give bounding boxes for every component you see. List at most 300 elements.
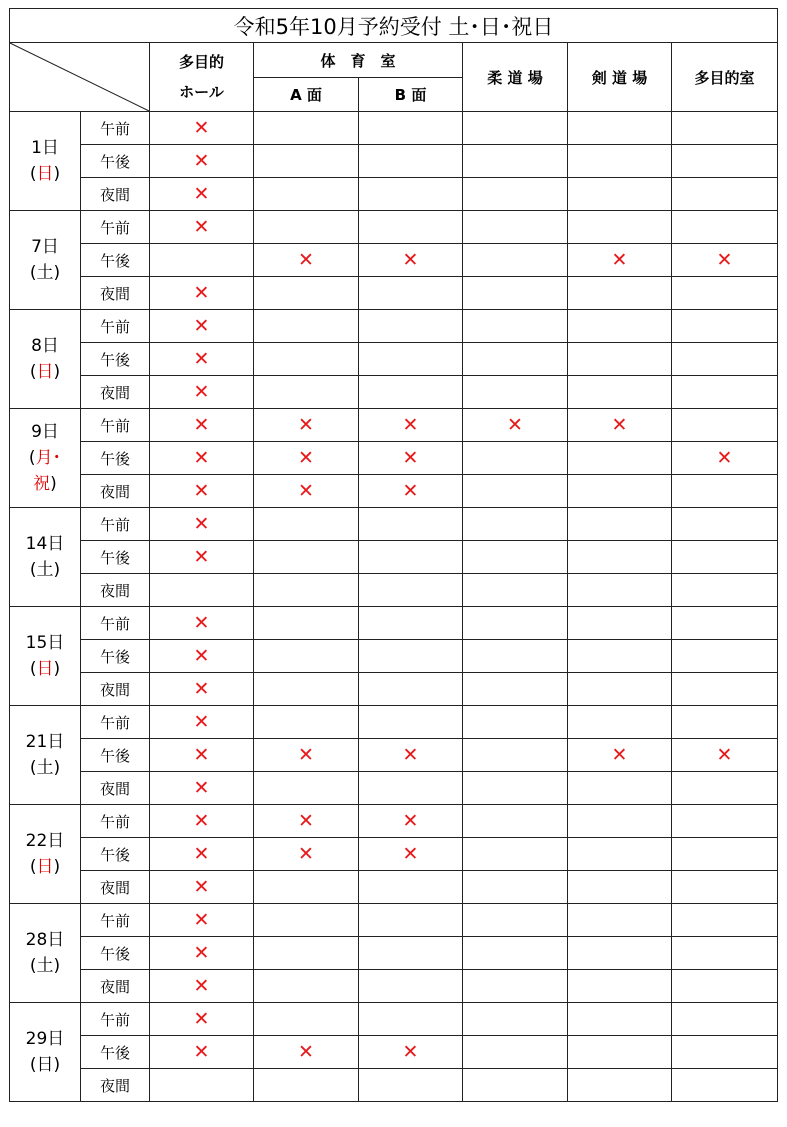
availability-cell <box>150 277 254 310</box>
booked-x-icon: ✕ <box>298 413 314 436</box>
availability-cell <box>254 442 359 475</box>
booked-x-icon: ✕ <box>298 446 314 469</box>
availability-cell <box>150 673 254 706</box>
table-row <box>10 1069 778 1102</box>
weekday-label: 日 <box>36 857 54 877</box>
time-slot-label: 午前 <box>81 904 150 937</box>
booked-x-icon: ✕ <box>193 413 210 436</box>
availability-cell <box>150 838 254 871</box>
weekday-label: 土 <box>36 263 54 283</box>
availability-cell <box>254 739 359 772</box>
booked-x-icon: ✕ <box>402 446 419 469</box>
booked-x-icon: ✕ <box>402 842 419 865</box>
date-cell <box>10 706 81 805</box>
date-cell <box>10 409 81 508</box>
availability-cell <box>150 409 254 442</box>
availability-cell <box>463 1036 568 1069</box>
availability-cell <box>254 640 359 673</box>
table-row <box>10 805 778 838</box>
availability-cell <box>254 244 359 277</box>
availability-cell <box>359 607 463 640</box>
availability-cell <box>568 574 672 607</box>
table-row <box>10 574 778 607</box>
availability-cell <box>568 277 672 310</box>
weekday-label-2: 祝 <box>33 474 51 494</box>
availability-cell <box>359 244 463 277</box>
availability-cell <box>568 1003 672 1036</box>
booked-x-icon: ✕ <box>193 875 210 898</box>
availability-cell <box>254 475 359 508</box>
availability-cell <box>359 970 463 1003</box>
page-title: 令和5年10月予約受付 土･日･祝日 <box>10 9 778 43</box>
availability-cell <box>568 937 672 970</box>
availability-cell <box>359 145 463 178</box>
availability-cell <box>568 244 672 277</box>
availability-cell <box>672 475 778 508</box>
date-weekday-cont: 祝) <box>33 474 57 494</box>
availability-cell <box>150 904 254 937</box>
table-row <box>10 442 778 475</box>
availability-cell <box>254 772 359 805</box>
availability-cell <box>463 541 568 574</box>
availability-cell <box>672 904 778 937</box>
time-slot-label: 夜間 <box>81 277 150 310</box>
availability-cell <box>463 343 568 376</box>
availability-cell <box>359 475 463 508</box>
availability-cell <box>568 541 672 574</box>
availability-cell <box>463 739 568 772</box>
time-slot-label: 夜間 <box>81 178 150 211</box>
availability-cell <box>672 607 778 640</box>
availability-cell <box>254 574 359 607</box>
availability-cell <box>672 310 778 343</box>
table-row <box>10 739 778 772</box>
booked-x-icon: ✕ <box>193 677 210 700</box>
availability-cell <box>150 772 254 805</box>
table-row <box>10 1036 778 1069</box>
booked-x-icon: ✕ <box>193 215 210 238</box>
date-cell <box>10 112 81 211</box>
booked-x-icon: ✕ <box>193 743 210 766</box>
availability-cell <box>568 178 672 211</box>
availability-cell <box>150 1036 254 1069</box>
availability-cell <box>672 343 778 376</box>
booked-x-icon: ✕ <box>193 380 210 403</box>
table-row <box>10 310 778 343</box>
date-day: 22日 <box>25 831 65 851</box>
reservation-table <box>9 8 778 1102</box>
availability-cell <box>672 178 778 211</box>
time-slot-label: 午後 <box>81 937 150 970</box>
header-gym-b: B 面 <box>359 78 463 112</box>
availability-cell <box>254 607 359 640</box>
availability-cell <box>672 409 778 442</box>
booked-x-icon: ✕ <box>611 248 628 271</box>
date-weekday: (日) <box>29 857 61 877</box>
availability-cell <box>568 706 672 739</box>
availability-cell <box>359 211 463 244</box>
availability-cell <box>672 838 778 871</box>
date-cell <box>10 211 81 310</box>
availability-cell <box>568 970 672 1003</box>
header-hall-line1: 多目的 <box>178 53 224 71</box>
availability-cell <box>254 211 359 244</box>
availability-cell <box>359 508 463 541</box>
availability-cell <box>672 145 778 178</box>
date-weekday: (土) <box>29 263 61 283</box>
availability-cell <box>254 409 359 442</box>
availability-cell <box>150 475 254 508</box>
date-day: 21日 <box>25 732 65 752</box>
availability-cell <box>463 607 568 640</box>
availability-cell <box>150 442 254 475</box>
availability-cell <box>463 244 568 277</box>
availability-cell <box>463 640 568 673</box>
availability-cell <box>150 211 254 244</box>
booked-x-icon: ✕ <box>402 479 419 502</box>
time-slot-label: 午前 <box>81 508 150 541</box>
availability-cell <box>150 871 254 904</box>
booked-x-icon: ✕ <box>193 347 210 370</box>
availability-cell <box>150 937 254 970</box>
availability-cell <box>150 970 254 1003</box>
availability-cell <box>254 1069 359 1102</box>
date-day: 7日 <box>31 237 59 257</box>
booked-x-icon: ✕ <box>298 842 314 865</box>
availability-cell <box>672 1036 778 1069</box>
availability-cell <box>568 310 672 343</box>
time-slot-label: 午後 <box>81 145 150 178</box>
availability-cell <box>254 970 359 1003</box>
availability-cell <box>672 673 778 706</box>
availability-cell <box>150 1069 254 1102</box>
time-slot-label: 夜間 <box>81 772 150 805</box>
availability-cell <box>672 211 778 244</box>
availability-cell <box>254 706 359 739</box>
date-day: 14日 <box>25 534 65 554</box>
table-row <box>10 244 778 277</box>
date-day: 1日 <box>31 138 59 158</box>
availability-cell <box>672 508 778 541</box>
availability-cell <box>672 772 778 805</box>
availability-cell <box>463 112 568 145</box>
booked-x-icon: ✕ <box>193 446 210 469</box>
time-slot-label: 午後 <box>81 1036 150 1069</box>
header-kendo: 剣 道 場 <box>568 43 672 112</box>
date-weekday: (土) <box>29 956 61 976</box>
time-slot-label: 午前 <box>81 805 150 838</box>
booked-x-icon: ✕ <box>193 116 210 139</box>
availability-cell <box>568 739 672 772</box>
availability-cell <box>150 640 254 673</box>
availability-cell <box>254 1036 359 1069</box>
availability-cell <box>568 1036 672 1069</box>
header-hall-line2: ホール <box>179 83 224 101</box>
weekday-label: 土 <box>36 956 54 976</box>
booked-x-icon: ✕ <box>402 1040 419 1063</box>
table-row <box>10 211 778 244</box>
time-slot-label: 午後 <box>81 838 150 871</box>
availability-cell <box>359 706 463 739</box>
header-multi-room: 多目的室 <box>672 43 778 112</box>
availability-cell <box>359 772 463 805</box>
availability-cell <box>359 277 463 310</box>
booked-x-icon: ✕ <box>193 281 210 304</box>
availability-cell <box>254 310 359 343</box>
availability-cell <box>463 904 568 937</box>
availability-cell <box>359 1003 463 1036</box>
availability-cell <box>150 805 254 838</box>
time-slot-label: 午後 <box>81 442 150 475</box>
date-day: 29日 <box>25 1029 65 1049</box>
time-slot-label: 午前 <box>81 310 150 343</box>
availability-cell <box>568 838 672 871</box>
booked-x-icon: ✕ <box>193 974 210 997</box>
availability-cell <box>672 739 778 772</box>
table-row <box>10 970 778 1003</box>
availability-cell <box>672 541 778 574</box>
availability-cell <box>359 541 463 574</box>
booked-x-icon: ✕ <box>193 809 210 832</box>
date-cell <box>10 310 81 409</box>
availability-cell <box>672 937 778 970</box>
date-day: 9日 <box>31 422 59 442</box>
weekday-label: 日 <box>36 362 54 382</box>
availability-cell <box>254 673 359 706</box>
time-slot-label: 午前 <box>81 1003 150 1036</box>
booked-x-icon: ✕ <box>193 182 210 205</box>
availability-cell <box>463 508 568 541</box>
time-slot-label: 午前 <box>81 706 150 739</box>
date-weekday: (日) <box>29 659 61 679</box>
time-slot-label: 夜間 <box>81 871 150 904</box>
availability-cell <box>359 805 463 838</box>
time-slot-label: 夜間 <box>81 574 150 607</box>
availability-cell <box>568 673 672 706</box>
time-slot-label: 夜間 <box>81 376 150 409</box>
time-slot-label: 午後 <box>81 640 150 673</box>
availability-cell <box>150 607 254 640</box>
availability-cell <box>463 1069 568 1102</box>
booked-x-icon: ✕ <box>402 809 419 832</box>
availability-cell <box>150 706 254 739</box>
booked-x-icon: ✕ <box>298 1040 314 1063</box>
availability-cell <box>150 244 254 277</box>
availability-cell <box>150 343 254 376</box>
availability-cell <box>568 343 672 376</box>
availability-cell <box>359 310 463 343</box>
time-slot-label: 午後 <box>81 343 150 376</box>
availability-cell <box>672 1069 778 1102</box>
booked-x-icon: ✕ <box>402 413 419 436</box>
availability-cell <box>254 805 359 838</box>
availability-cell <box>254 541 359 574</box>
availability-cell <box>254 937 359 970</box>
booked-x-icon: ✕ <box>193 908 210 931</box>
table-row <box>10 706 778 739</box>
availability-cell <box>359 1069 463 1102</box>
availability-cell <box>672 244 778 277</box>
availability-cell <box>254 1003 359 1036</box>
date-cell <box>10 805 81 904</box>
availability-cell <box>568 508 672 541</box>
table-row <box>10 541 778 574</box>
date-cell <box>10 607 81 706</box>
date-weekday: (日) <box>29 1055 61 1075</box>
time-slot-label: 午後 <box>81 244 150 277</box>
availability-cell <box>568 772 672 805</box>
booked-x-icon: ✕ <box>193 1007 210 1030</box>
booked-x-icon: ✕ <box>298 248 314 271</box>
availability-cell <box>359 739 463 772</box>
availability-cell <box>568 442 672 475</box>
availability-cell <box>463 442 568 475</box>
booked-x-icon: ✕ <box>402 248 419 271</box>
availability-cell <box>672 970 778 1003</box>
date-weekday: (日) <box>29 164 61 184</box>
time-slot-label: 午前 <box>81 112 150 145</box>
availability-cell <box>359 640 463 673</box>
schedule-body <box>10 112 778 1102</box>
date-cell <box>10 904 81 1003</box>
booked-x-icon: ✕ <box>193 479 210 502</box>
availability-cell <box>672 871 778 904</box>
availability-cell <box>568 409 672 442</box>
time-slot-label: 夜間 <box>81 673 150 706</box>
header-hall <box>150 43 254 112</box>
table-row <box>10 508 778 541</box>
table-row <box>10 178 778 211</box>
date-cell <box>10 1003 81 1102</box>
availability-cell <box>254 376 359 409</box>
availability-cell <box>463 574 568 607</box>
availability-cell <box>568 376 672 409</box>
availability-cell <box>359 574 463 607</box>
table-row <box>10 112 778 145</box>
availability-cell <box>359 409 463 442</box>
booked-x-icon: ✕ <box>298 743 314 766</box>
time-slot-label: 午後 <box>81 541 150 574</box>
booked-x-icon: ✕ <box>193 149 210 172</box>
availability-cell <box>463 211 568 244</box>
availability-cell <box>568 871 672 904</box>
availability-cell <box>150 541 254 574</box>
booked-x-icon: ✕ <box>193 1040 210 1063</box>
availability-cell <box>672 574 778 607</box>
booked-x-icon: ✕ <box>716 743 733 766</box>
availability-cell <box>150 145 254 178</box>
date-weekday: (土) <box>29 560 61 580</box>
time-slot-label: 夜間 <box>81 970 150 1003</box>
booked-x-icon: ✕ <box>507 413 523 436</box>
table-row <box>10 376 778 409</box>
availability-cell <box>463 871 568 904</box>
booked-x-icon: ✕ <box>193 611 210 634</box>
availability-cell <box>150 1003 254 1036</box>
table-row <box>10 409 778 442</box>
availability-cell <box>568 805 672 838</box>
availability-cell <box>150 112 254 145</box>
table-row <box>10 772 778 805</box>
availability-cell <box>463 178 568 211</box>
booked-x-icon: ✕ <box>611 413 628 436</box>
weekday-label: 日 <box>36 164 54 184</box>
availability-cell <box>463 673 568 706</box>
table-row <box>10 343 778 376</box>
booked-x-icon: ✕ <box>716 248 733 271</box>
table-row <box>10 1003 778 1036</box>
availability-cell <box>568 904 672 937</box>
time-slot-label: 午前 <box>81 409 150 442</box>
availability-cell <box>568 145 672 178</box>
date-day: 15日 <box>25 633 65 653</box>
availability-cell <box>254 838 359 871</box>
booked-x-icon: ✕ <box>298 479 314 502</box>
booked-x-icon: ✕ <box>402 743 419 766</box>
booked-x-icon: ✕ <box>611 743 628 766</box>
booked-x-icon: ✕ <box>193 776 210 799</box>
availability-cell <box>672 706 778 739</box>
availability-cell <box>463 772 568 805</box>
header-gym: 体 育 室 <box>254 43 463 78</box>
availability-cell <box>568 640 672 673</box>
date-day: 8日 <box>31 336 59 356</box>
availability-cell <box>359 376 463 409</box>
booked-x-icon: ✕ <box>193 644 210 667</box>
availability-cell <box>254 871 359 904</box>
availability-cell <box>672 277 778 310</box>
booked-x-icon: ✕ <box>298 809 314 832</box>
availability-cell <box>254 145 359 178</box>
booked-x-icon: ✕ <box>193 545 210 568</box>
date-weekday: (土) <box>29 758 61 778</box>
availability-cell <box>359 343 463 376</box>
time-slot-label: 午後 <box>81 739 150 772</box>
availability-cell <box>463 937 568 970</box>
availability-cell <box>568 112 672 145</box>
table-row <box>10 673 778 706</box>
table-row <box>10 145 778 178</box>
weekday-label: 月･ <box>35 448 62 468</box>
availability-cell <box>150 310 254 343</box>
table-row <box>10 277 778 310</box>
availability-cell <box>672 376 778 409</box>
availability-cell <box>254 508 359 541</box>
weekday-label: 日 <box>36 1055 54 1075</box>
time-slot-label: 夜間 <box>81 475 150 508</box>
date-day: 28日 <box>25 930 65 950</box>
availability-cell <box>463 277 568 310</box>
corner-diagonal-cell <box>10 43 150 112</box>
booked-x-icon: ✕ <box>193 512 210 535</box>
availability-cell <box>463 376 568 409</box>
availability-cell <box>463 145 568 178</box>
availability-cell <box>568 1069 672 1102</box>
availability-cell <box>359 937 463 970</box>
availability-cell <box>359 871 463 904</box>
availability-cell <box>150 739 254 772</box>
availability-cell <box>463 310 568 343</box>
time-slot-label: 午前 <box>81 211 150 244</box>
availability-cell <box>463 1003 568 1036</box>
table-row <box>10 607 778 640</box>
booked-x-icon: ✕ <box>193 842 210 865</box>
date-cell <box>10 508 81 607</box>
availability-cell <box>463 838 568 871</box>
availability-cell <box>359 904 463 937</box>
table-row <box>10 640 778 673</box>
table-row <box>10 871 778 904</box>
